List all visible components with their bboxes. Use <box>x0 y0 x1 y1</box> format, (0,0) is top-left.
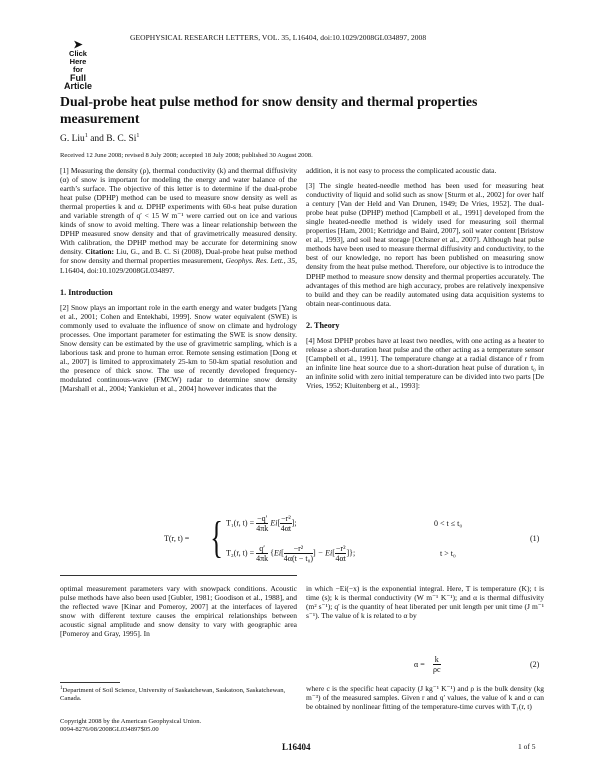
fraction <box>284 544 313 563</box>
equation-number: (1) <box>530 534 540 543</box>
column-divider <box>60 575 297 576</box>
full-article-link[interactable] <box>62 40 94 90</box>
fraction <box>433 655 441 674</box>
paragraph-number: [1] <box>60 166 69 175</box>
numerator: −r² <box>284 544 313 554</box>
ei-function: − Ei <box>317 548 333 558</box>
arrow-icon: ➤ <box>73 39 83 51</box>
author-separator: and <box>87 134 107 144</box>
condition-2: t > t₀ <box>440 549 456 558</box>
ei-function: Ei <box>270 518 278 528</box>
left-brace: { <box>210 513 223 562</box>
fraction <box>256 514 268 533</box>
author-name[interactable]: B. C. Si <box>106 134 137 144</box>
issn-line: 0094-8276/08/2008GL034897$05.00 <box>60 726 159 734</box>
denominator: 4αt <box>335 554 346 563</box>
badge-line: Full <box>70 73 86 83</box>
intro-text: Snow plays an important role in the earth energy and water budgets [Yang et al., 2001; Cohen and Entekhabi, 1999]. Snow water equivalent (SWE) is commonly used to evaluate the influence of snow on climate and hydrology processes. One important parameter for estimating the SWE is snow density. Snow density can be estimated by the use of gravimetric sampling, which is a laborious task and prone to human error. Remote sensing estimation [Dong et al., 2007] is limited to approximately 25-km to 50-km spatial resolution and the presence of thick snow. The use of recently developed frequency-modulated continuous-wave (FMCW) radar to determine snow density [Marshall et al., 2004; Yankielun et al., 2004] however indicates that the <box>60 302 297 394</box>
article-id: L16404 <box>282 742 311 752</box>
journal-header: GEOPHYSICAL RESEARCH LETTERS, VOL. 35, L16404, doi:10.1029/2008GL034897, 2008 <box>130 33 427 42</box>
received-dates: Received 12 June 2008; revised 8 July 2008; accepted 18 July 2008; published 30 August 2008. <box>60 152 313 159</box>
authors <box>60 134 139 144</box>
fraction <box>256 544 268 563</box>
fraction <box>280 514 292 533</box>
numerator: k <box>434 655 439 664</box>
body-text: optimal measurement parameters vary with snowpack conditions. Acoustic pulse methods have also been used [Gubler, 1981; Goodison et al., 1988], and the reflected wave [Kinar and Pomeroy, 2007] at the interfaces of layered snow with different texture causes the empirical relationships between acoustic signal amplitude and snow density to vary with geographic area [Pomeroy and Gray, 1995]. In <box>60 584 297 639</box>
right-column-tail <box>306 684 544 711</box>
footnote-text: Department of Soil Science, University of Saskatchewan, Saskatoon, Saskatchewan, Canada. <box>60 687 286 702</box>
article-title: Dual-probe heat pulse method for snow density and thermal properties measurement <box>60 94 478 126</box>
row-lhs: T₁(r, t) = <box>226 518 255 528</box>
body-paragraph <box>306 181 544 308</box>
numerator: −q′ <box>257 514 268 523</box>
footnote-mark: 1 <box>60 685 63 691</box>
footnote <box>60 687 297 703</box>
body-text: where c is the specific heat capacity (J kg⁻¹ K⁻¹) and ρ is the bulk density (kg m⁻³) of the measured samples. Given r and q′ values, the value of k and α can be obtained by nonlinear fitting of the temperature-time curves with T₁(r, t) <box>306 684 544 712</box>
denominator: 4αt <box>280 524 292 533</box>
paragraph-continuation: addition, it is not easy to process the complicated acoustic data. <box>306 166 497 175</box>
equation-row-1: T₁(r, t) = $\frac{-q'}{4\pi k}$ Ei[ $\frac{\text{−r²}}{4\alpha t}$ ]; <box>226 514 297 533</box>
numerator: −r² <box>281 514 291 523</box>
abstract-paragraph <box>60 166 297 275</box>
numerator: −r² <box>335 544 346 553</box>
citation-journal: Geophys. Res. Lett., 35, <box>225 256 298 266</box>
footnote-rule <box>60 682 120 683</box>
citation-doi[interactable]: L16404, doi:10.1029/2008GL034897. <box>60 265 175 275</box>
section-heading: 2. Theory <box>306 320 340 330</box>
intro-paragraph <box>60 303 297 393</box>
affiliation-mark: 1 <box>136 132 140 139</box>
badge-line: Here <box>69 57 87 66</box>
left-column-continuation <box>60 584 297 638</box>
section-heading: 1. Introduction <box>60 287 113 297</box>
condition-1: 0 < t ≤ t₀ <box>434 519 463 528</box>
right-column <box>306 166 544 390</box>
equation-lhs: T(r, t) = <box>164 534 190 543</box>
body-text: The single heated-needle method has been used for measuring heat conductivity of liquid and solid such as snow [Sturm et al., 2002] for over half a century [Van der Held and Van Drunen, 1949; De Vries, 1952]. The dual-probe heat pulse (DPHP) method [Campbell et al., 1991] developed from the single heated-needle method is widely used for measuring soil thermal properties [Ham, 2001; Kettridge and Baird, 2007], soil water content [Bristow et al., 1993], and soil heat storage [Ochsner et al., 2007]. Although heat pulse methods have been used to measure thermal diffusivity and conductivity, to the best of our knowledge, no report has been published on measuring snow density from the heat pulse method. Therefore, our objective is to introduce the DPHP method to measure snow density and thermal properties accurately. The advantages of this method are high accuracy, probes are relatively inexpensive to build and they can be readily automated using data acquisition systems to obtain near-continuous data. <box>306 181 544 308</box>
copyright <box>60 718 297 734</box>
copyright-line: Copyright 2008 by the American Geophysical Union. <box>60 718 202 725</box>
denominator: ρc <box>433 665 441 674</box>
body-text: in which −Ei(−x) is the exponential integral. Here, T is temperature (K); t is time (s); k is thermal conductivity (W m⁻¹ K⁻¹); and α is thermal diffusivity (m² s⁻¹); q′ is the quantity of heat liberated per unit length per unit time (J m⁻¹ s⁻¹). The value of k is related to α by <box>306 584 544 621</box>
denominator: 4πk <box>256 524 269 533</box>
equation-lhs: α = <box>414 660 425 669</box>
left-column <box>60 166 297 393</box>
paragraph-number: [3] <box>306 181 315 191</box>
theory-paragraph <box>306 336 544 390</box>
abstract-text: Measuring the density (ρ), thermal conductivity (k) and thermal diffusivity (α) of snow is important for modeling the energy and water balance of the earth’s surface. The objective of this letter is to determine if the dual-probe heat pulse (DPHP) method can be used to measure snow density as well as thermal properties k and α. DPHP experiments with 60-s heat pulse duration and variable strength of q′ < 15 W m⁻¹ were carried out on ice and various kinds of snow to avoid melting. There was a linear relationship between the DPHP measured snow density and that of gravimetrically measured density. With calibration, the DPHP method may be accurate for determining snow density. <box>60 166 297 257</box>
affiliation-mark: 1 <box>84 132 88 139</box>
paragraph-number: [2] <box>60 302 69 312</box>
page-number: 1 of 5 <box>518 742 536 751</box>
equation-2 <box>306 651 544 679</box>
equation-1 <box>60 508 544 572</box>
badge-line: Click <box>69 49 87 58</box>
denominator: 4α(t − t₀) <box>283 554 314 563</box>
fraction <box>335 544 347 563</box>
denominator: 4πk <box>256 554 269 563</box>
equation-row-2: T₂(r, t) = $\frac{q'}{4\pi k}$ {Ei[ $\frac{\text{−r²}}{\text{4α(t − t₀)}}$ ] − Ei[ $\frac{\text{−r²}}{4\alpha t}$ ]}; <box>226 544 356 563</box>
citation-text: Liu, G., and B. C. Si (2008), Dual-probe heat pulse method for snow density and thermal properties measurement, <box>60 247 297 266</box>
theory-text: Most DPHP probes have at least two needles, with one acting as a heater to release a short-duration heat pulse and the other acting as a temperature sensor [Campbell et al., 1991]. The temperature change at a radial distance of r from an infinite line heat source due to a short-duration heat pulse of duration t₀ in an infinite solid with zero initial temperature can be divided into two parts [De Vries, 1952; Kluitenberg et al., 1993]: <box>306 335 545 390</box>
ei-function: Ei <box>273 548 282 558</box>
numerator: q′ <box>256 544 268 554</box>
row-lhs: T₂(r, t) = <box>226 548 255 558</box>
author-name[interactable]: G. Liu <box>60 134 85 144</box>
paragraph-number: [4] <box>306 335 315 345</box>
citation-label: Citation: <box>85 247 114 257</box>
right-column-continuation <box>306 584 544 620</box>
badge-line: for <box>73 65 83 74</box>
badge-line: Article <box>63 81 92 91</box>
equation-number: (2) <box>530 660 540 669</box>
